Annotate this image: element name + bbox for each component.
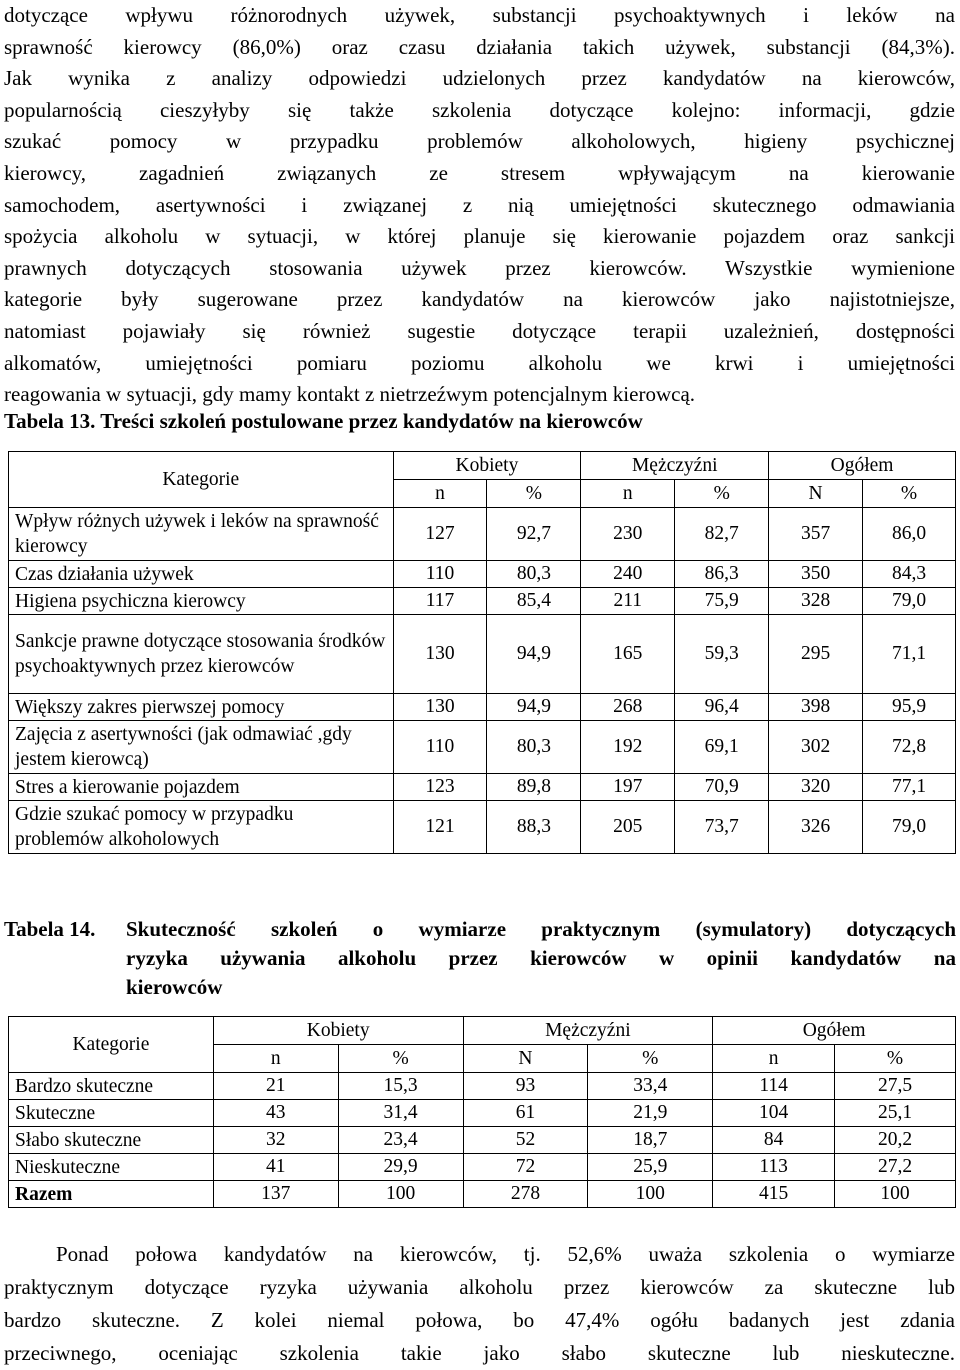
cell: 117: [393, 588, 487, 615]
subheader: n: [213, 1045, 338, 1073]
cell: 73,7: [675, 801, 769, 854]
subheader: %: [588, 1045, 713, 1073]
cell: 77,1: [863, 774, 956, 801]
header-group-kobiety: Kobiety: [393, 452, 581, 480]
table-row: [9, 1154, 956, 1181]
row-label: Sankcje prawne dotyczące stosowania środków psychoaktywnych przez kierowców: [9, 615, 394, 694]
cell: 328: [769, 588, 863, 615]
text-line: spożycia alkoholu w sytuacji, w której planuje się kierowanie pojazdem oraz sankcji: [4, 224, 955, 249]
cell: 127: [393, 508, 487, 561]
intro-paragraph: [4, 0, 955, 411]
row-label: Wpływ różnych używek i leków na sprawność kierowcy: [9, 508, 394, 561]
table-row: [9, 801, 956, 854]
text-line: sprawność kierowcy (86,0%) oraz czasu działania takich używek, substancji (84,3%).: [4, 34, 955, 59]
cell: 79,0: [863, 588, 956, 615]
table-row: [9, 721, 956, 774]
cell: 240: [581, 561, 675, 588]
table-row: [9, 588, 956, 615]
subheader: n: [393, 480, 487, 508]
cell: 95,9: [863, 694, 956, 721]
cell: 72: [463, 1154, 588, 1181]
cell: 80,3: [487, 721, 581, 774]
cell: 205: [581, 801, 675, 854]
text-line: alkomatów, umiejętności pomiaru poziomu alkoholu we krwi i umiejętności: [4, 350, 955, 375]
caption-line: Skuteczność szkoleń o wymiarze praktycznym (symulatory) dotyczących: [126, 917, 956, 941]
cell: 350: [769, 561, 863, 588]
cell: 123: [393, 774, 487, 801]
table-row: [9, 561, 956, 588]
text-line: przeciwnego, oceniając szkolenia takie jako słabo skuteczne lub nieskuteczne.: [4, 1341, 955, 1365]
cell: 25,9: [588, 1154, 713, 1181]
row-label: Higiena psychiczna kierowcy: [9, 588, 394, 615]
cell: 94,9: [487, 615, 581, 694]
cell: 21,9: [588, 1100, 713, 1127]
cell: 415: [713, 1181, 835, 1208]
cell: 15,3: [338, 1073, 463, 1100]
table-14-caption: [4, 915, 956, 1002]
cell: 96,4: [675, 694, 769, 721]
cell: 295: [769, 615, 863, 694]
cell: 114: [713, 1073, 835, 1100]
table-row: [9, 774, 956, 801]
cell: 86,0: [863, 508, 956, 561]
cell: 80,3: [487, 561, 581, 588]
table-row: [9, 694, 956, 721]
subheader: %: [675, 480, 769, 508]
row-label: Czas działania używek: [9, 561, 394, 588]
table-row: [9, 508, 956, 561]
cell: 70,9: [675, 774, 769, 801]
row-label: Większy zakres pierwszej pomocy: [9, 694, 394, 721]
header-kategorie: Kategorie: [9, 1017, 214, 1073]
cell: 43: [213, 1100, 338, 1127]
cell: 69,1: [675, 721, 769, 774]
cell: 121: [393, 801, 487, 854]
table-13-caption: Tabela 13. Treści szkoleń postulowane przez kandydatów na kierowców: [4, 409, 643, 433]
cell: 84: [713, 1127, 835, 1154]
cell: 75,9: [675, 588, 769, 615]
cell: 86,3: [675, 561, 769, 588]
cell: 165: [581, 615, 675, 694]
row-label: Gdzie szukać pomocy w przypadku problemów alkoholowych: [9, 801, 394, 854]
row-label: Stres a kierowanie pojazdem: [9, 774, 394, 801]
cell: 84,3: [863, 561, 956, 588]
subheader: n: [713, 1045, 835, 1073]
text-line: Jak wynika z analizy odpowiedzi udzielonych przez kandydatów na kierowców,: [4, 66, 955, 91]
header-group-mezczyzni: Mężczyźni: [463, 1017, 713, 1045]
text-line: bardzo skuteczne. Z kolei niemal połowa, bo 47,4% ogółu badanych jest zdania: [4, 1308, 955, 1332]
cell: 94,9: [487, 694, 581, 721]
row-label: Bardzo skuteczne: [9, 1073, 214, 1100]
cell: 320: [769, 774, 863, 801]
cell: 104: [713, 1100, 835, 1127]
subheader: %: [487, 480, 581, 508]
cell: 268: [581, 694, 675, 721]
cell: 100: [835, 1181, 956, 1208]
cell: 61: [463, 1100, 588, 1127]
table-row: [9, 1100, 956, 1127]
outro-paragraph: [4, 1238, 955, 1370]
table-14-caption-number: Tabela 14.: [4, 917, 96, 941]
text-line: praktycznym dotyczące ryzyka używania alkoholu przez kierowców za skuteczne lub: [4, 1275, 955, 1299]
cell: 31,4: [338, 1100, 463, 1127]
text-line: prawnych dotyczących stosowania używek przez kierowców. Wszystkie wymienione: [4, 255, 955, 280]
row-label: Razem: [9, 1181, 214, 1208]
cell: 326: [769, 801, 863, 854]
cell: 100: [588, 1181, 713, 1208]
text-line: dotyczące wpływu różnorodnych używek, substancji psychoaktywnych i leków na: [4, 3, 955, 27]
cell: 192: [581, 721, 675, 774]
subheader: n: [581, 480, 675, 508]
subheader: %: [863, 480, 956, 508]
cell: 197: [581, 774, 675, 801]
cell: 33,4: [588, 1073, 713, 1100]
cell: 20,2: [835, 1127, 956, 1154]
caption-line: kierowców: [126, 975, 223, 999]
cell: 110: [393, 561, 487, 588]
text-line: popularnością cieszyłyby się także szkolenia dotyczące kolejno: informacji, gdzie: [4, 97, 955, 122]
table-row: [9, 1127, 956, 1154]
text-line: kierowcy, zagadnień związanych ze stresem wpływającym na kierowanie: [4, 160, 955, 185]
text-line: kategorie były sugerowane przez kandydatów na kierowców jako najistotniejsze,: [4, 287, 955, 312]
header-group-mezczyzni: Mężczyźni: [581, 452, 769, 480]
cell: 27,5: [835, 1073, 956, 1100]
table-row: [9, 615, 956, 694]
row-label: Skuteczne: [9, 1100, 214, 1127]
header-kategorie: Kategorie: [9, 452, 394, 508]
text-line: reagowania w sytuacji, gdy mamy kontakt z nietrzeźwym potencjalnym kierowcą.: [4, 382, 696, 407]
cell: 79,0: [863, 801, 956, 854]
cell: 71,1: [863, 615, 956, 694]
cell: 230: [581, 508, 675, 561]
cell: 302: [769, 721, 863, 774]
cell: 52: [463, 1127, 588, 1154]
table-row-total: [9, 1181, 956, 1208]
cell: 88,3: [487, 801, 581, 854]
subheader: %: [338, 1045, 463, 1073]
cell: 110: [393, 721, 487, 774]
cell: 89,8: [487, 774, 581, 801]
cell: 32: [213, 1127, 338, 1154]
text-line: samochodem, asertywności i związanej z nią umiejętności skutecznego odmawiania: [4, 192, 955, 217]
cell: 27,2: [835, 1154, 956, 1181]
caption-line: ryzyka używania alkoholu przez kierowców w opinii kandydatów na: [126, 946, 956, 970]
table-13: [8, 451, 956, 854]
cell: 18,7: [588, 1127, 713, 1154]
cell: 130: [393, 615, 487, 694]
cell: 21: [213, 1073, 338, 1100]
cell: 278: [463, 1181, 588, 1208]
header-group-kobiety: Kobiety: [213, 1017, 463, 1045]
cell: 23,4: [338, 1127, 463, 1154]
cell: 130: [393, 694, 487, 721]
cell: 93: [463, 1073, 588, 1100]
text-line: Ponad połowa kandydatów na kierowców, tj. 52,6% uważa szkolenia o wymiarze: [56, 1242, 955, 1266]
subheader: %: [835, 1045, 956, 1073]
header-group-ogolem: Ogółem: [769, 452, 956, 480]
table-14: [8, 1016, 956, 1208]
row-label: Zajęcia z asertywności (jak odmawiać ,gdy jestem kierowcą): [9, 721, 394, 774]
cell: 100: [338, 1181, 463, 1208]
row-label: Słabo skuteczne: [9, 1127, 214, 1154]
cell: 25,1: [835, 1100, 956, 1127]
header-group-ogolem: Ogółem: [713, 1017, 956, 1045]
table-row: [9, 1073, 956, 1100]
cell: 211: [581, 588, 675, 615]
cell: 72,8: [863, 721, 956, 774]
text-line: natomiast pojawiały się również sugestie dotyczące terapii uzależnień, dostępności: [4, 318, 955, 343]
cell: 113: [713, 1154, 835, 1181]
cell: 85,4: [487, 588, 581, 615]
cell: 29,9: [338, 1154, 463, 1181]
subheader: N: [769, 480, 863, 508]
cell: 92,7: [487, 508, 581, 561]
row-label: Nieskuteczne: [9, 1154, 214, 1181]
text-line: szukać pomocy w przypadku problemów alkoholowych, higieny psychicznej: [4, 129, 955, 154]
cell: 41: [213, 1154, 338, 1181]
cell: 398: [769, 694, 863, 721]
cell: 137: [213, 1181, 338, 1208]
cell: 82,7: [675, 508, 769, 561]
subheader: N: [463, 1045, 588, 1073]
cell: 357: [769, 508, 863, 561]
cell: 59,3: [675, 615, 769, 694]
